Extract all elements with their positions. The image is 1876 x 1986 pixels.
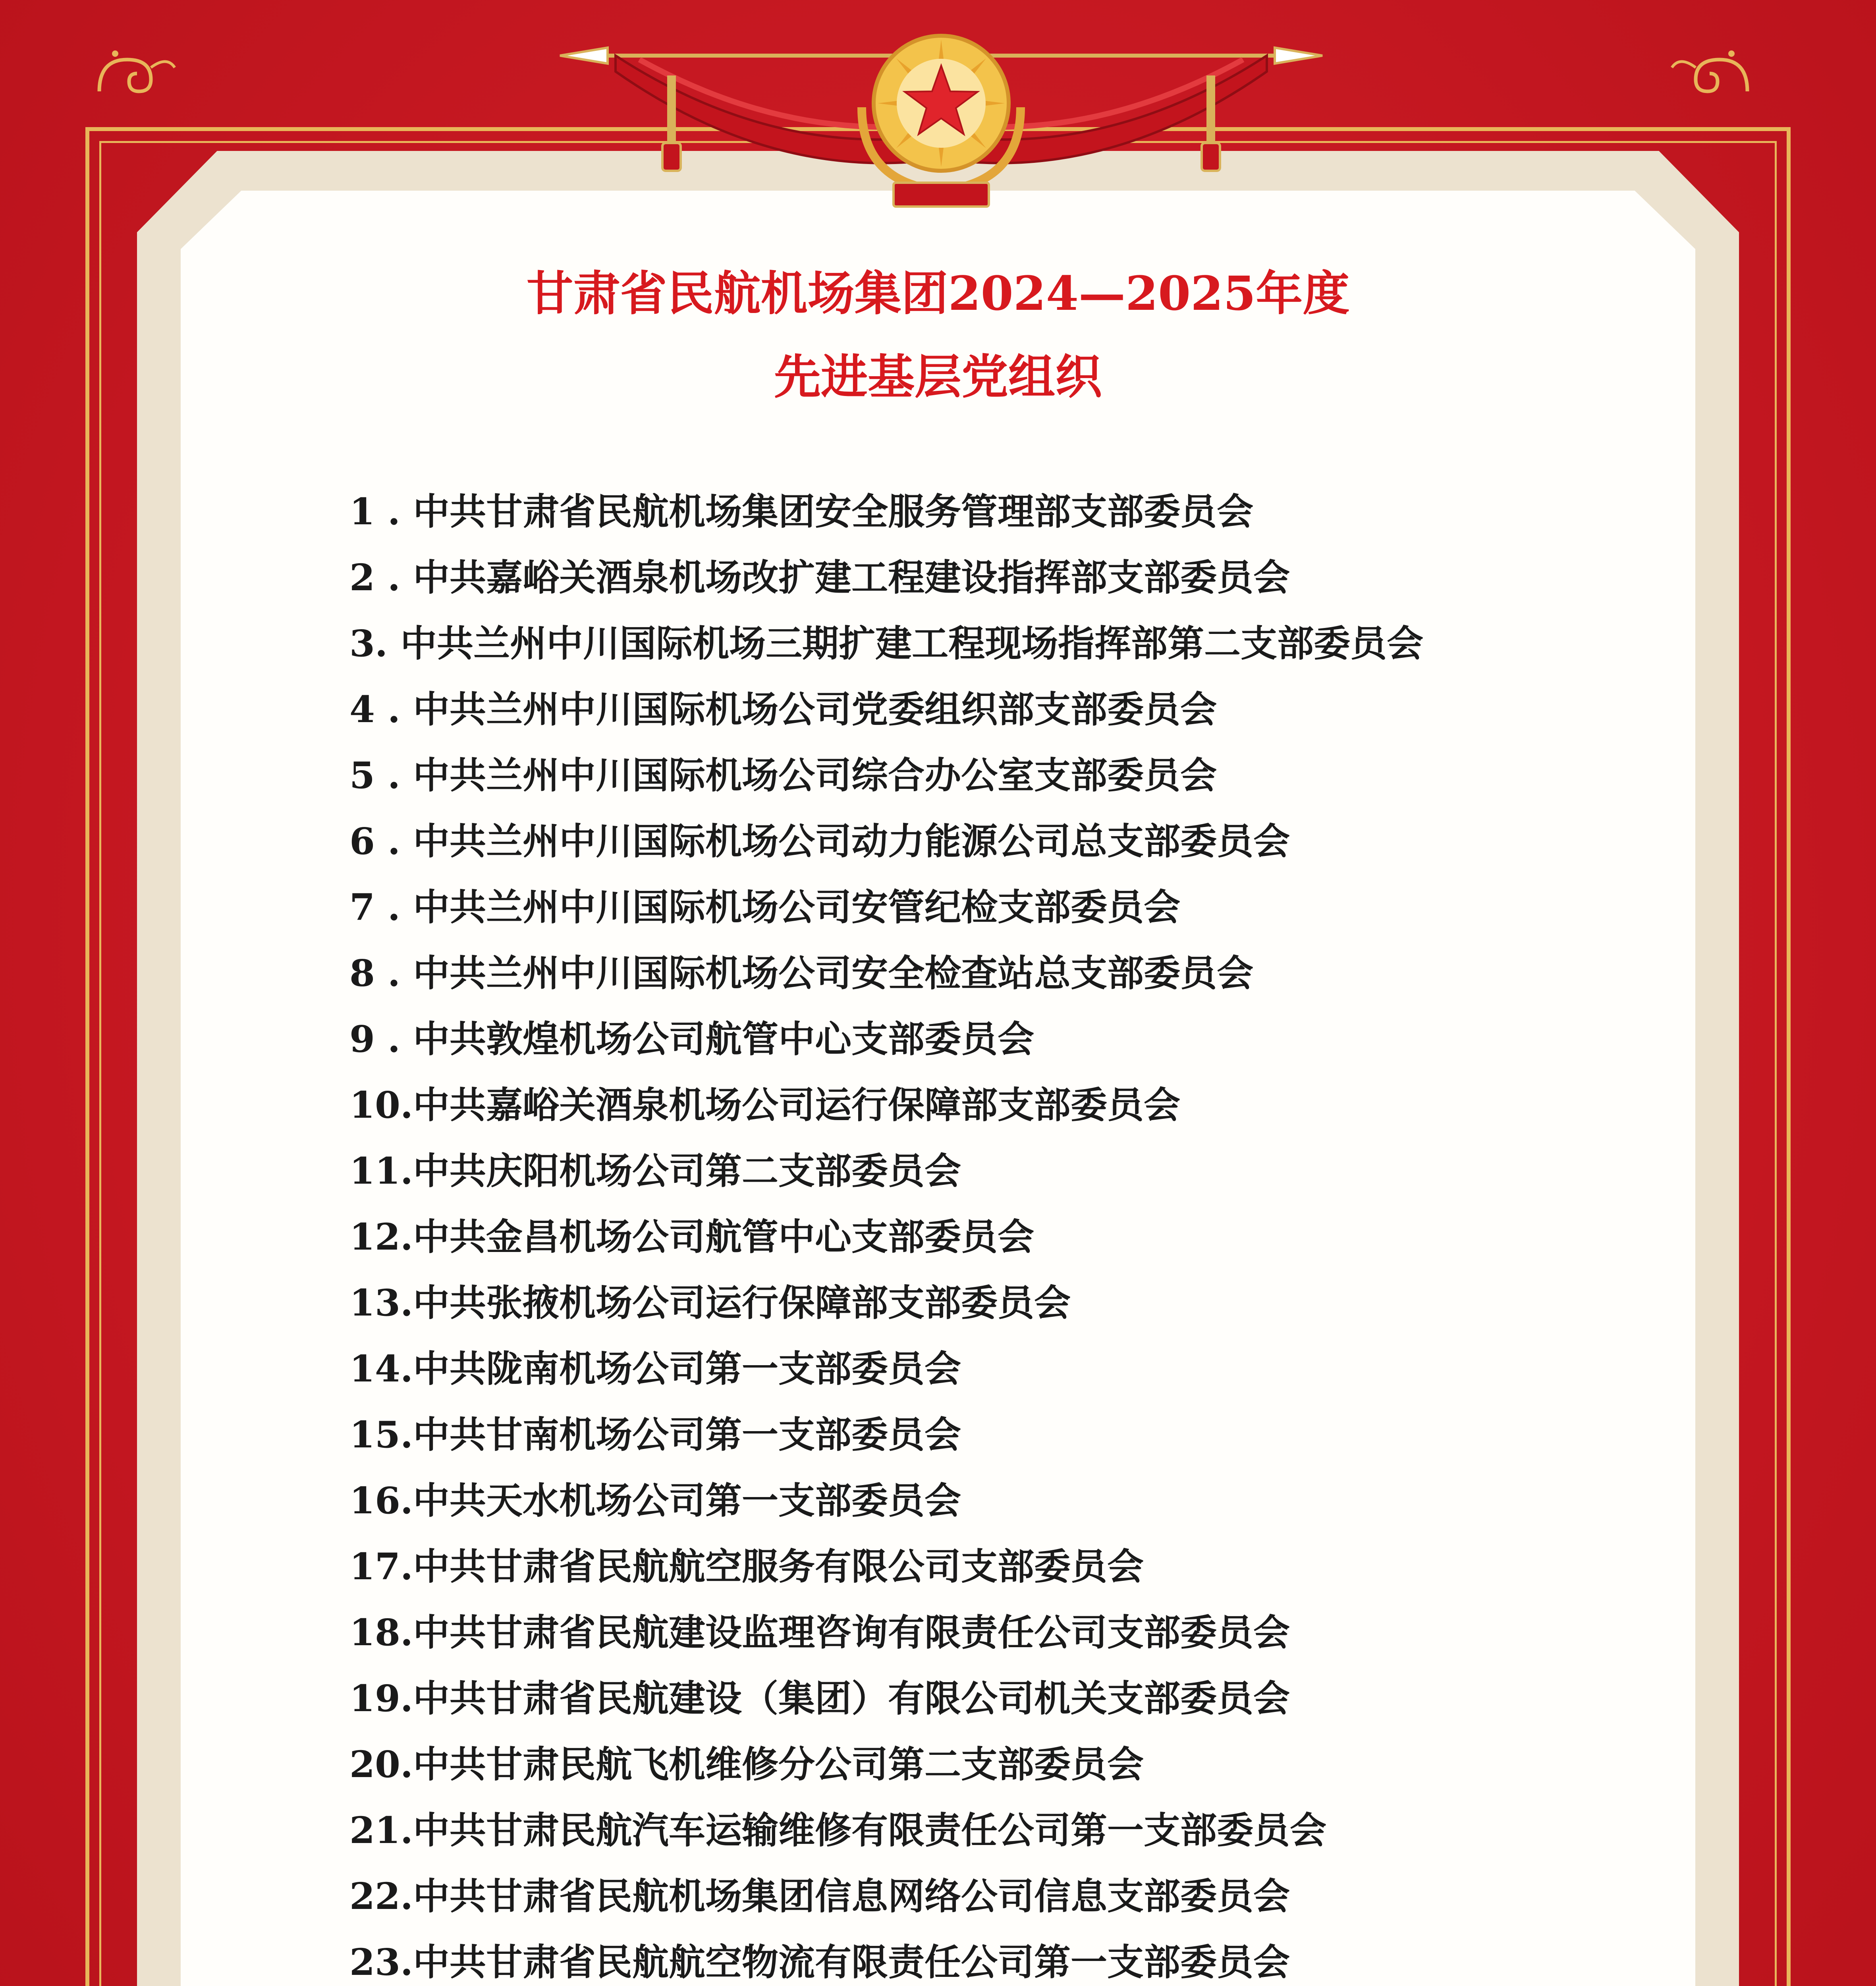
page-title: 甘肃省民航机场集团2024—2025年度 xyxy=(526,266,1350,321)
list-item: 4 . 中共兰州中川国际机场公司党委组织部支部委员会 xyxy=(349,688,1217,731)
list-item: 12.中共金昌机场公司航管中心支部委员会 xyxy=(349,1215,1035,1258)
list-item: 1 . 中共甘肃省民航机场集团安全服务管理部支部委员会 xyxy=(349,490,1254,533)
honor-list xyxy=(349,479,1731,1986)
list-item: 21.中共甘肃民航汽车运输维修有限责任公司第一支部委员会 xyxy=(349,1809,1327,1852)
list-item: 14.中共陇南机场公司第一支部委员会 xyxy=(349,1347,961,1390)
list-item: 22.中共甘肃省民航机场集团信息网络公司信息支部委员会 xyxy=(349,1875,1290,1918)
list-item: 20.中共甘肃民航飞机维修分公司第二支部委员会 xyxy=(349,1743,1144,1786)
list-item: 16.中共天水机场公司第一支部委员会 xyxy=(349,1479,961,1522)
star-emblem-icon xyxy=(536,16,1346,222)
list-item: 10.中共嘉峪关酒泉机场公司运行保障部支部委员会 xyxy=(349,1084,1181,1126)
list-item: 6 . 中共兰州中川国际机场公司动力能源公司总支部委员会 xyxy=(349,820,1290,863)
list-item: 11.中共庆阳机场公司第二支部委员会 xyxy=(349,1149,961,1192)
list-item: 5 . 中共兰州中川国际机场公司综合办公室支部委员会 xyxy=(349,754,1217,797)
scroll-ornament-icon xyxy=(91,44,179,99)
list-item: 17.中共甘肃省民航航空服务有限公司支部委员会 xyxy=(349,1545,1144,1588)
list-item: 23.中共甘肃省民航航空物流有限责任公司第一支部委员会 xyxy=(349,1941,1290,1984)
list-item: 2 . 中共嘉峪关酒泉机场改扩建工程建设指挥部支部委员会 xyxy=(349,556,1290,599)
list-item: 7 . 中共兰州中川国际机场公司安管纪检支部委员会 xyxy=(349,886,1181,929)
list-item: 8 . 中共兰州中川国际机场公司安全检查站总支部委员会 xyxy=(349,952,1254,995)
list-item: 3. 中共兰州中川国际机场三期扩建工程现场指挥部第二支部委员会 xyxy=(349,622,1424,665)
list-item: 13.中共张掖机场公司运行保障部支部委员会 xyxy=(349,1281,1071,1324)
list-item: 18.中共甘肃省民航建设监理咨询有限责任公司支部委员会 xyxy=(349,1611,1290,1654)
scroll-ornament-icon xyxy=(1668,44,1755,99)
list-item: 19.中共甘肃省民航建设（集团）有限公司机关支部委员会 xyxy=(349,1677,1290,1720)
page-subtitle: 先进基层党组织 xyxy=(774,349,1102,404)
list-item: 9 . 中共敦煌机场公司航管中心支部委员会 xyxy=(349,1018,1035,1061)
list-item: 15.中共甘南机场公司第一支部委员会 xyxy=(349,1413,961,1456)
